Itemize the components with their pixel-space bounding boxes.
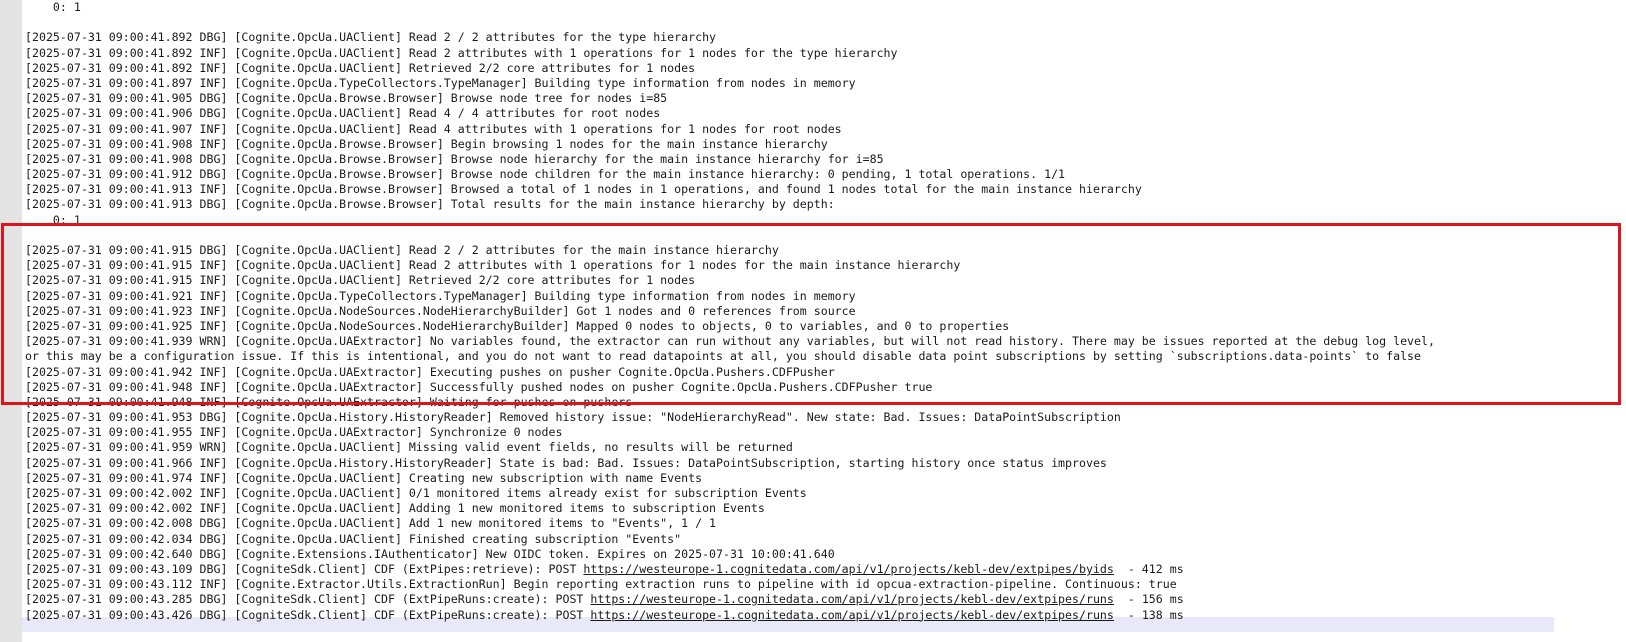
log-section-before xyxy=(25,0,1626,243)
log-line-suffix: - 412 ms xyxy=(1113,561,1184,576)
log-line-prefix: [2025-07-31 09:00:43.285 DBG] [CogniteSdk.Client] CDF (ExtPipeRuns:create): POST xyxy=(25,592,591,607)
log-line xyxy=(25,15,1626,30)
log-line-with-link xyxy=(25,562,1626,577)
log-line: [2025-07-31 09:00:41.955 INF] [Cognite.OpcUa.UAExtractor] Synchronize 0 nodes xyxy=(25,425,563,440)
log-line: [2025-07-31 09:00:41.913 INF] [Cognite.OpcUa.Browse.Browser] Browsed a total of 1 nodes in 1 operations, and found 1 nodes total for the main instance hierarchy xyxy=(25,182,1142,197)
log-line: [2025-07-31 09:00:41.953 DBG] [Cognite.OpcUa.History.HistoryReader] Removed history issue: "NodeHierarchyRead". New state: Bad. Issues: DataPointSubscription xyxy=(25,410,1121,425)
log-line: [2025-07-31 09:00:41.966 INF] [Cognite.OpcUa.History.HistoryReader] State is bad: Bad. Issues: DataPointSubscription, starting history once status improves xyxy=(25,455,1107,470)
log-line: [2025-07-31 09:00:42.008 DBG] [Cognite.OpcUa.UAClient] Add 1 new monitored items to "Events", 1 / 1 xyxy=(25,516,717,531)
log-line: [2025-07-31 09:00:41.921 INF] [Cognite.OpcUa.TypeCollectors.TypeManager] Building type information from nodes in memory xyxy=(25,288,856,303)
log-line: [2025-07-31 09:00:41.915 INF] [Cognite.OpcUa.UAClient] Retrieved 2/2 core attributes for 1 nodes xyxy=(25,273,696,288)
log-line: [2025-07-31 09:00:41.913 DBG] [Cognite.OpcUa.Browse.Browser] Total results for the main instance hierarchy by depth: xyxy=(25,197,835,212)
api-url-link[interactable]: https://westeurope-1.cognitedata.com/api/v1/projects/kebl-dev/extpipes/runs xyxy=(590,607,1114,622)
log-line: [2025-07-31 09:00:42.002 INF] [Cognite.OpcUa.UAClient] 0/1 monitored items already exist for subscription Events xyxy=(25,486,807,500)
log-line: [2025-07-31 09:00:42.002 INF] [Cognite.OpcUa.UAClient] Adding 1 new monitored items to subscription Events xyxy=(25,501,765,516)
log-line: 0: 1 xyxy=(25,212,81,227)
log-line: [2025-07-31 09:00:41.912 DBG] [Cognite.OpcUa.Browse.Browser] Browse node children for the main instance hierarchy: 0 pending, 1 total operations. 1/1 xyxy=(25,167,1066,182)
log-line: [2025-07-31 09:00:41.892 DBG] [Cognite.OpcUa.UAClient] Read 2 / 2 attributes for the type hierarchy xyxy=(25,30,717,45)
log-line: [2025-07-31 09:00:41.897 INF] [Cognite.OpcUa.TypeCollectors.TypeManager] Building type information from nodes in memory xyxy=(25,75,856,90)
log-line: [2025-07-31 09:00:41.923 INF] [Cognite.OpcUa.NodeSources.NodeHierarchyBuilder] Got 1 nodes and 0 references from source xyxy=(25,303,856,318)
log-line-suffix: - 138 ms xyxy=(1113,607,1184,622)
log-line-warning-continued: or this may be a configuration issue. If this is intentional, and you do not want to read datapoints at all, you should disable data point subscriptions by setting `subscriptions.data-points` to false xyxy=(25,349,1422,364)
api-url-link[interactable]: https://westeurope-1.cognitedata.com/api/v1/projects/kebl-dev/extpipes/runs xyxy=(590,592,1114,607)
log-line: [2025-07-31 09:00:41.948 INF] [Cognite.OpcUa.UAExtractor] Waiting for pushes on pushers xyxy=(25,394,633,409)
log-line-suffix: - 156 ms xyxy=(1113,592,1184,607)
log-section-after xyxy=(25,410,1626,623)
log-line-prefix: [2025-07-31 09:00:43.112 INF] [Cognite.Extractor.Utils.ExtractionRun] Begin reporting extraction runs to pipeline with id opcua-extraction-pipeline. Continuous: true xyxy=(25,577,1177,592)
log-line: [2025-07-31 09:00:41.974 INF] [Cognite.OpcUa.UAClient] Creating new subscription with name Events xyxy=(25,470,703,485)
log-line-warning: [2025-07-31 09:00:41.939 WRN] [Cognite.OpcUa.UAExtractor] No variables found, the extractor can run without any variables, but will not read history. There may be issues reported at the debug log level, xyxy=(25,334,1435,349)
log-line: [2025-07-31 09:00:41.948 INF] [Cognite.OpcUa.UAExtractor] Successfully pushed nodes on pusher Cognite.OpcUa.Pushers.CDFPusher true xyxy=(25,379,933,394)
log-line: 0: 1 xyxy=(25,0,81,14)
log-line: [2025-07-31 09:00:41.915 DBG] [Cognite.OpcUa.UAClient] Read 2 / 2 attributes for the main instance hierarchy xyxy=(25,243,779,257)
log-line-prefix: [2025-07-31 09:00:43.109 DBG] [CogniteSdk.Client] CDF (ExtPipes:retrieve): POST xyxy=(25,561,584,576)
api-url-link[interactable]: https://westeurope-1.cognitedata.com/api/v1/projects/kebl-dev/extpipes/byids xyxy=(583,561,1114,576)
log-line: [2025-07-31 09:00:41.908 INF] [Cognite.OpcUa.Browse.Browser] Begin browsing 1 nodes for the main instance hierarchy xyxy=(25,136,828,151)
log-line: [2025-07-31 09:00:41.905 DBG] [Cognite.OpcUa.Browse.Browser] Browse node tree for nodes i=85 xyxy=(25,91,668,106)
log-line: [2025-07-31 09:00:41.959 WRN] [Cognite.OpcUa.UAClient] Missing valid event fields, no results will be returned xyxy=(25,440,793,455)
log-line-with-link xyxy=(25,592,1626,607)
log-line: [2025-07-31 09:00:41.892 INF] [Cognite.OpcUa.UAClient] Retrieved 2/2 core attributes for 1 nodes xyxy=(25,60,696,75)
log-line: [2025-07-31 09:00:41.942 INF] [Cognite.OpcUa.UAExtractor] Executing pushes on pusher Cognite.OpcUa.Pushers.CDFPusher xyxy=(25,364,835,379)
log-line: [2025-07-31 09:00:41.915 INF] [Cognite.OpcUa.UAClient] Read 2 attributes with 1 operations for 1 nodes for the main instance hierarchy xyxy=(25,258,961,273)
log-line-with-link xyxy=(25,608,1626,623)
log-line: [2025-07-31 09:00:41.908 DBG] [Cognite.OpcUa.Browse.Browser] Browse node hierarchy for the main instance hierarchy for i=85 xyxy=(25,151,884,166)
log-line: [2025-07-31 09:00:41.892 INF] [Cognite.OpcUa.UAClient] Read 2 attributes with 1 operations for 1 nodes for the type hierarchy xyxy=(25,45,898,60)
highlight-box xyxy=(1,223,1621,405)
log-line: [2025-07-31 09:00:41.907 INF] [Cognite.OpcUa.UAClient] Read 4 attributes with 1 operations for 1 nodes for root nodes xyxy=(25,121,842,136)
log-line: [2025-07-31 09:00:42.640 DBG] [Cognite.Extensions.IAuthenticator] New OIDC token. Expires on 2025-07-31 10:00:41.640 xyxy=(25,546,835,561)
log-line: [2025-07-31 09:00:42.034 DBG] [Cognite.OpcUa.UAClient] Finished creating subscription "Events" xyxy=(25,531,682,546)
log-line: [2025-07-31 09:00:41.925 INF] [Cognite.OpcUa.NodeSources.NodeHierarchyBuilder] Mapped 0 nodes to objects, 0 to variables, and 0 to properties xyxy=(25,318,1010,333)
log-line-prefix: [2025-07-31 09:00:43.426 DBG] [CogniteSdk.Client] CDF (ExtPipeRuns:create): POST xyxy=(25,607,591,622)
log-line xyxy=(25,577,1626,592)
log-line: [2025-07-31 09:00:41.906 DBG] [Cognite.OpcUa.UAClient] Read 4 / 4 attributes for root nodes xyxy=(25,106,661,121)
